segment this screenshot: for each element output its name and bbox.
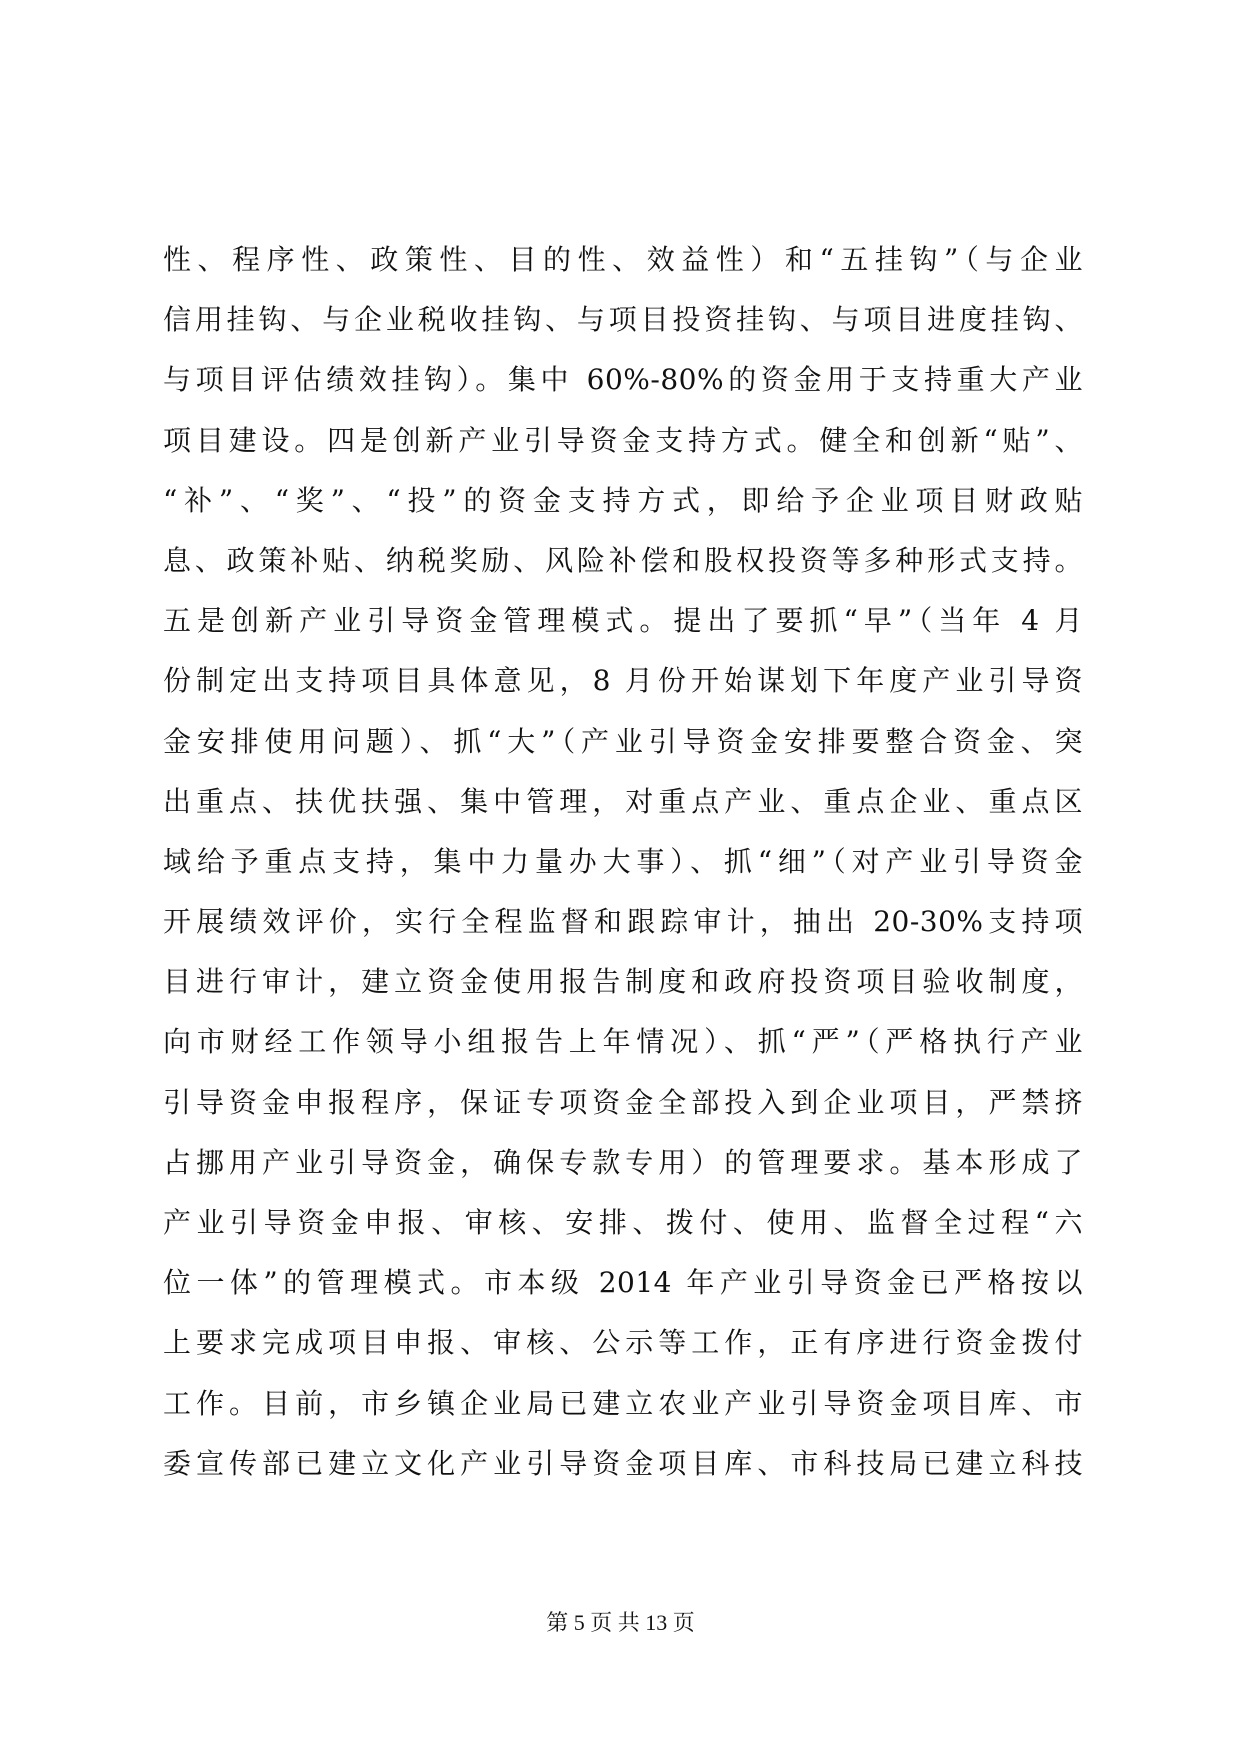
text-line: 与项目评估绩效挂钩）。集中 60%-80%的资金用于支持重大产业 [163, 363, 1083, 397]
text-line: 份制定出支持项目具体意见，8 月份开始谋划下年度产业引导资 [163, 664, 1083, 698]
text-line: 目进行审计，建立资金使用报告制度和政府投资项目验收制度， [163, 965, 1083, 999]
text-line: 工作。目前，市乡镇企业局已建立农业产业引导资金项目库、市 [163, 1386, 1083, 1420]
text-line: 上要求完成项目申报、审核、公示等工作，正有序进行资金拨付 [163, 1326, 1083, 1360]
text-line: 出重点、扶优扶强、集中管理，对重点产业、重点企业、重点区 [163, 784, 1083, 818]
text-line: “补”、“奖”、“投”的资金支持方式，即给予企业项目财政贴 [163, 483, 1083, 517]
text-line: 引导资金申报程序，保证专项资金全部投入到企业项目，严禁挤 [163, 1085, 1083, 1119]
text-line: 信用挂钩、与企业税收挂钩、与项目投资挂钩、与项目进度挂钩、 [163, 303, 1083, 337]
text-line: 产业引导资金申报、审核、安排、拨付、使用、监督全过程“六 [163, 1206, 1083, 1239]
text-line: 向市财经工作领导小组报告上年情况）、抓“严”（严格执行产业 [163, 1025, 1083, 1059]
text-line: 金安排使用问题）、抓“大”（产业引导资金安排要整合资金、突 [163, 724, 1083, 758]
text-line: 占挪用产业引导资金，确保专款专用）的管理要求。基本形成了 [163, 1145, 1083, 1179]
page-footer: 第 5 页 共 13 页 [546, 1610, 695, 1635]
text-line: 息、政策补贴、纳税奖励、风险补偿和股权投资等多种形式支持。 [163, 543, 1083, 577]
body-text [163, 230, 1083, 1494]
text-line: 性、程序性、政策性、目的性、效益性）和“五挂钩”（与企业 [163, 243, 1083, 276]
text-line: 项目建设。四是创新产业引导资金支持方式。健全和创新“贴”、 [163, 423, 1083, 457]
text-line: 委宣传部已建立文化产业引导资金项目库、市科技局已建立科技 [163, 1446, 1083, 1480]
text-line: 域给予重点支持，集中力量办大事）、抓“细”（对产业引导资金 [163, 844, 1083, 878]
text-line: 开展绩效评价，实行全程监督和跟踪审计，抽出 20-30%支持项 [163, 905, 1083, 939]
text-line: 位一体”的管理模式。市本级 2014 年产业引导资金已严格按以 [163, 1266, 1083, 1300]
text-line: 五是创新产业引导资金管理模式。提出了要抓“早”（当年 4 月 [163, 604, 1083, 638]
